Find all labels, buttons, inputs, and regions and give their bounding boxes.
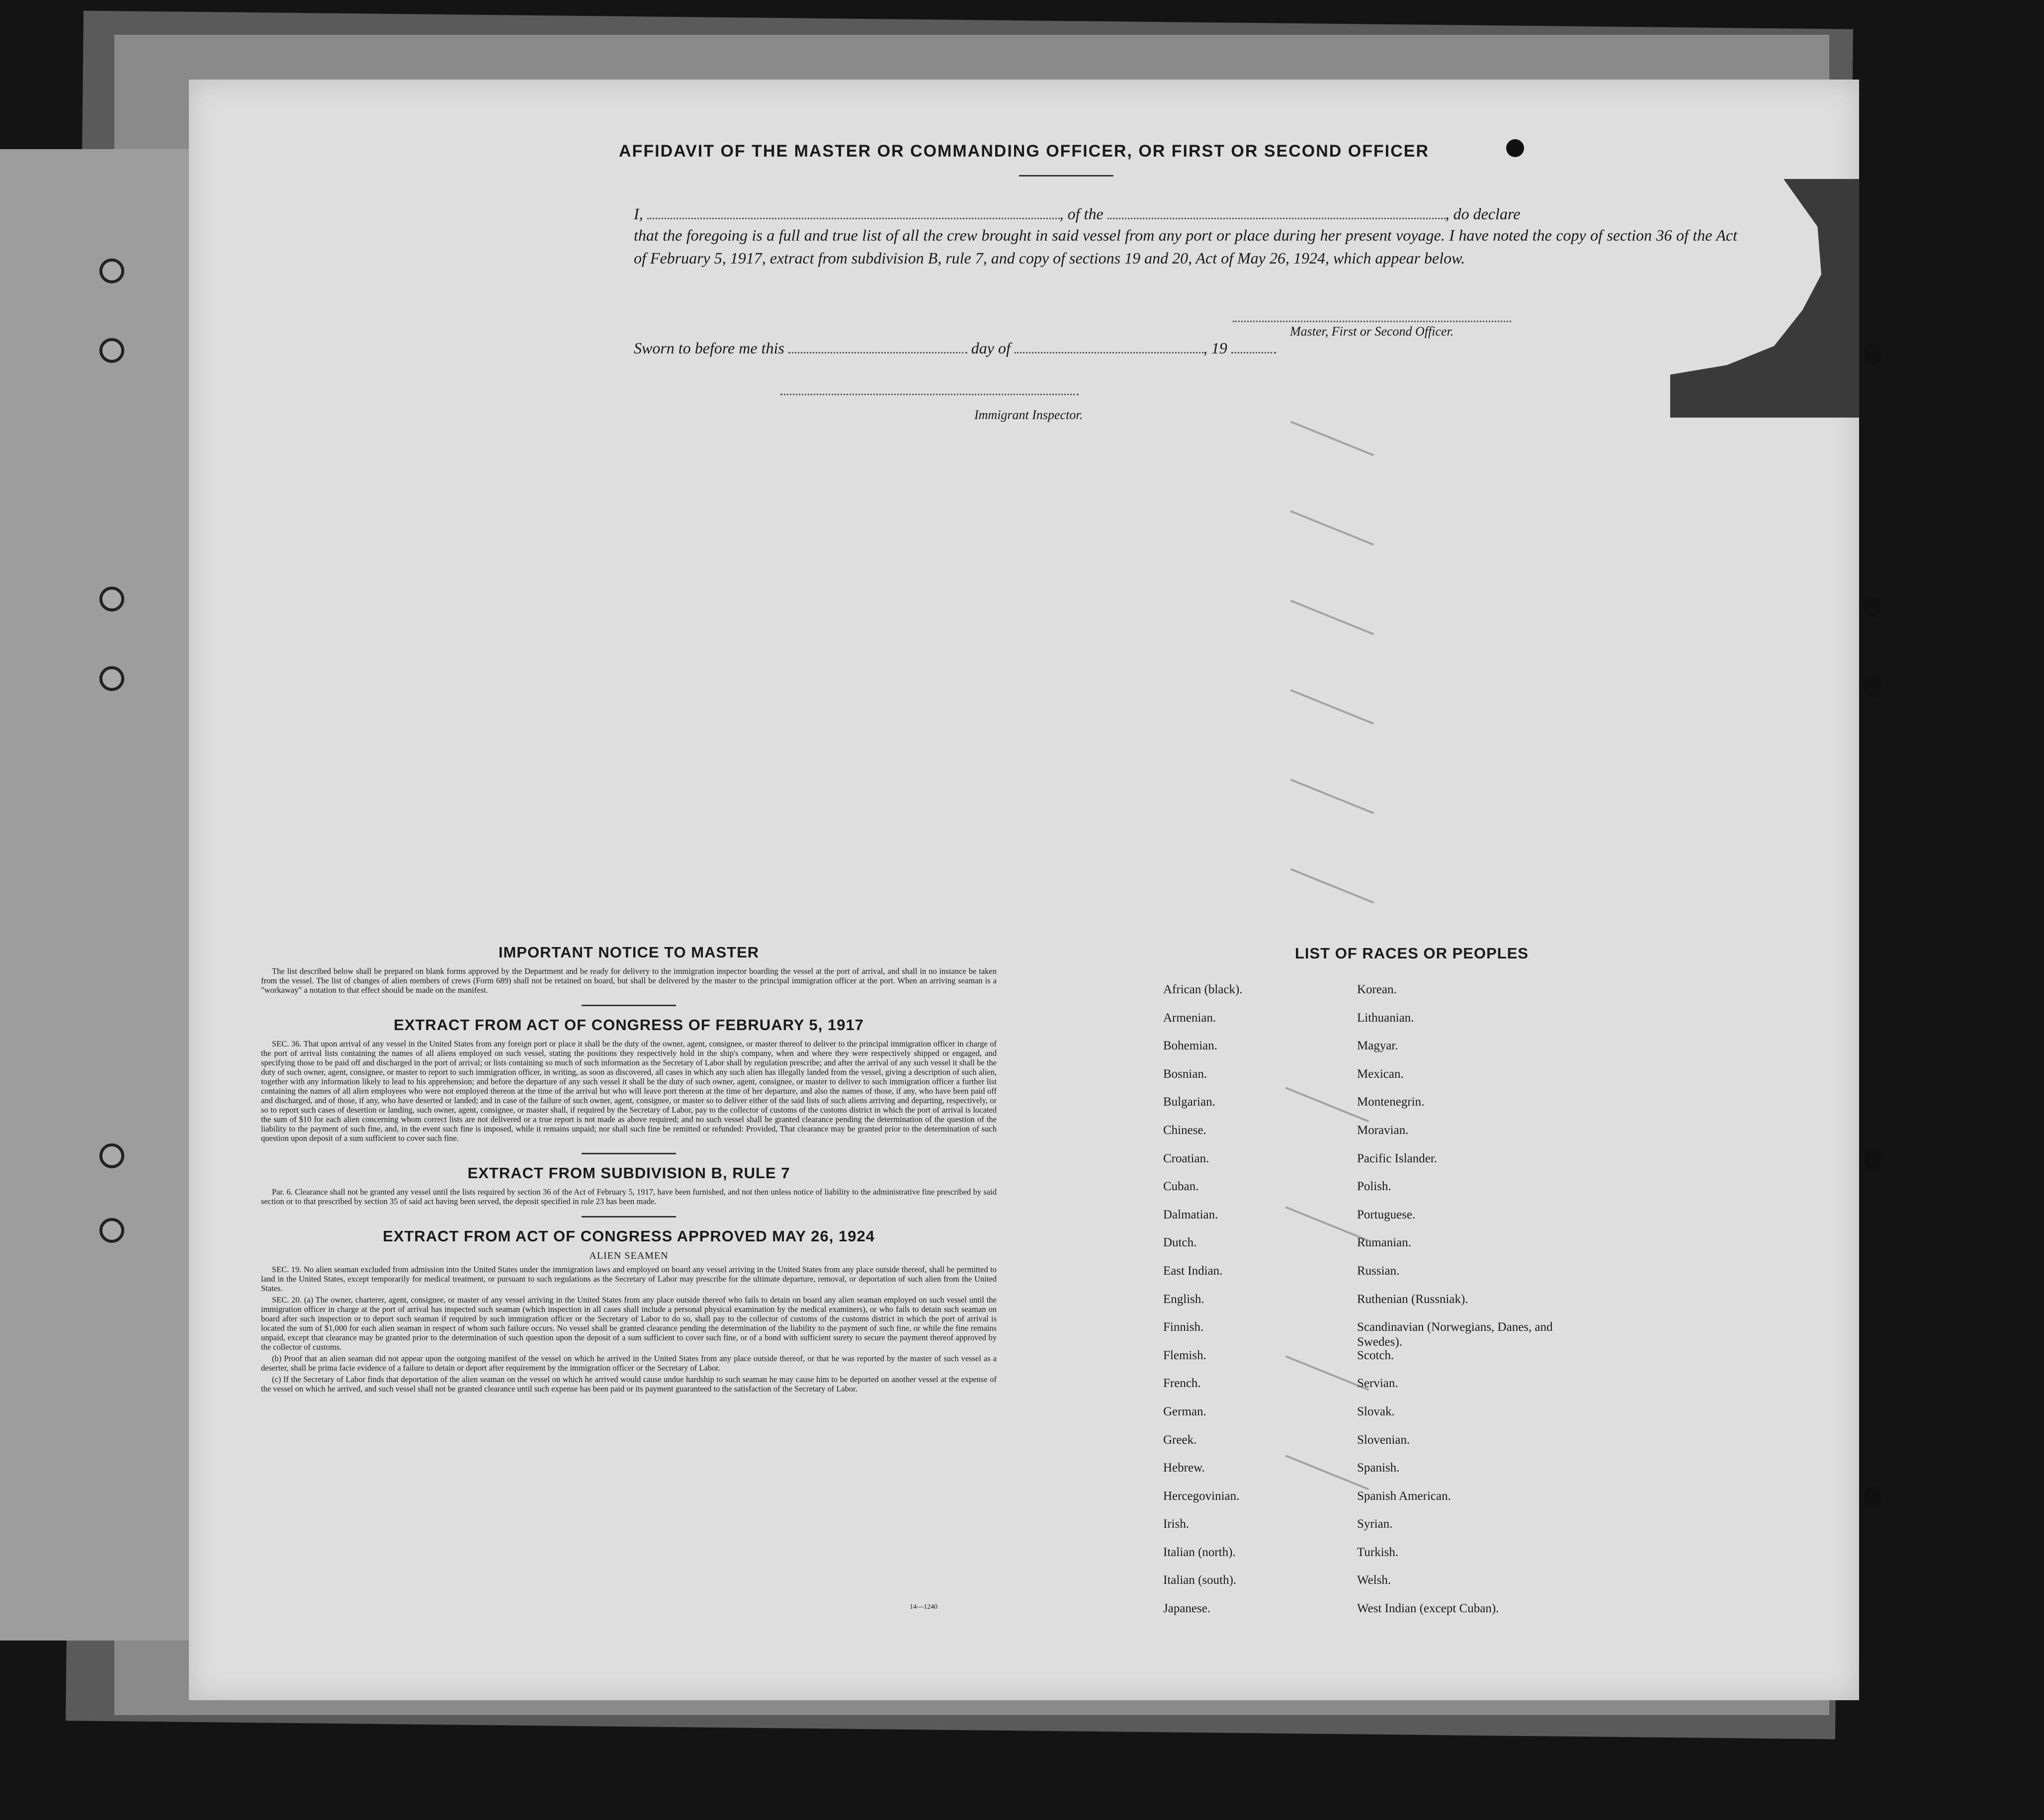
notice-text: The list described below shall be prepared on blank forms approved by the Department and be ready for delivery to the immigration inspector boarding the vessel at the port of arrival, and shall in no instance be taken from the vessel. The list of changes of alien members of crews (Form 689) shall not be retained on board, but shall be delivered by the master to the principal immigration officer at the port. When an arriving seaman is a "workaway" a notation to that effect should be made on the manifest.: [261, 966, 997, 995]
race-item: Japanese.: [1163, 1602, 1211, 1616]
race-item: German.: [1163, 1404, 1206, 1418]
inspector-caption: Immigrant Inspector.: [974, 408, 1083, 422]
race-item: Pacific Islander.: [1357, 1151, 1438, 1165]
bleed-through-mark: [1290, 779, 1374, 814]
race-item: Montenegrin.: [1357, 1095, 1425, 1109]
race-item: West Indian (except Cuban).: [1357, 1602, 1499, 1616]
master-caption: Master, First or Second Officer.: [1290, 324, 1454, 339]
race-item: Hebrew.: [1163, 1461, 1205, 1475]
races-right-column: [1357, 982, 1566, 1630]
bleed-through-mark: [1290, 689, 1374, 724]
race-item: Russian.: [1357, 1264, 1400, 1278]
document-page: [189, 80, 1859, 1700]
race-item: French.: [1163, 1377, 1201, 1390]
declare-label: , do declare: [1445, 205, 1521, 223]
race-item: Servian.: [1357, 1377, 1398, 1390]
race-item: Greek.: [1163, 1433, 1197, 1447]
extract-rule7-title: EXTRACT FROM SUBDIVISION B, RULE 7: [467, 1164, 790, 1182]
punch-hole-icon: [1864, 1486, 1881, 1508]
race-item: Chinese.: [1163, 1123, 1206, 1137]
races-left-column: [1163, 982, 1357, 1630]
binder-hole-icon: [99, 259, 124, 283]
race-item: Armenian.: [1163, 1011, 1216, 1025]
alien-seamen-subtitle: ALIEN SEAMEN: [589, 1250, 669, 1261]
affidavit-declaration-line: [634, 203, 1737, 225]
notice-title: IMPORTANT NOTICE TO MASTER: [498, 944, 760, 961]
sec20a-text: SEC. 20. (a) The owner, charterer, agent, consignee, or master of any vessel arriving in the United States from any place outside thereof who fails to detain on board any alien seaman employed on such vessel until the immigration officer in charge at the port of arrival has inspected such seaman (which inspection in all cases shall include a personal physical examination by the medical examiners), or who fails to detain such seaman on board after such inspection or to deport such seaman if required by such immigration officer or the Secretary of Labor to do so, shall pay to the collector of customs of the customs district in which the port of arrival is located the sum of $1,000 for each alien seaman in respect of whom such failure occurs. No vessel shall be granted clearance pending the determination of the liability to the payment of such fine, or while the fine remains unpaid, except that clearance may be granted prior to the determination of such question upon the deposit of a sum sufficient to cover such fine, or of a bond with sufficient surety to secure the payment thereof approved by the collector of customs.: [261, 1295, 997, 1352]
bleed-through-mark: [1290, 868, 1374, 903]
sec19-text: SEC. 19. No alien seaman excluded from admission into the United States under the immigration laws and employed on board any vessel arriving in the United States from any place outside thereof, shall be permitted to land in the United States, except temporarily for medical treatment, or pursuant to such regulations as the Secretary of Labor may prescribe for the ultimate departure, removal, or deportation of such alien from the United States.: [261, 1265, 997, 1293]
race-item: Scotch.: [1357, 1348, 1394, 1362]
race-item: Finnish.: [1163, 1320, 1204, 1334]
race-item: Portuguese.: [1357, 1208, 1416, 1221]
inspector-signature-line[interactable]: [780, 394, 1079, 395]
race-item: Italian (north).: [1163, 1545, 1236, 1559]
extract-1917-title: EXTRACT FROM ACT OF CONGRESS OF FEBRUARY 5, 1917: [394, 1016, 864, 1034]
race-item: Spanish.: [1357, 1461, 1400, 1475]
affidavit-body: that the foregoing is a full and true list of all the crew brought in said vessel from any port or place during her present voyage. I have noted the copy of section 36 of the Act of February 5, 1917, extract from subdivision B, rule 7, and copy of sections 19 and 20, Act of May 26, 1924, which appear below.: [634, 226, 1737, 267]
binder-hole-icon: [99, 666, 124, 691]
i-label: I,: [634, 205, 643, 223]
section-rule: [582, 1153, 676, 1154]
race-item: Flemish.: [1163, 1348, 1206, 1362]
race-item: Dutch.: [1163, 1236, 1197, 1250]
sworn-year-blank[interactable]: [1231, 340, 1276, 353]
year-label: , 19: [1203, 339, 1227, 357]
bleed-through-mark: [1290, 600, 1374, 635]
officer-name-blank[interactable]: [647, 206, 1060, 219]
binder-hole-icon: [99, 1143, 124, 1168]
day-of-label: day of: [971, 339, 1011, 357]
bleed-through-mark: [1290, 510, 1374, 545]
affidavit-title-rule: [1019, 175, 1113, 176]
race-item: Slovenian.: [1357, 1433, 1410, 1447]
vessel-name-blank[interactable]: [1107, 206, 1446, 219]
race-item: Spanish American.: [1357, 1489, 1451, 1503]
notice-section: [261, 944, 997, 1395]
race-item: Bulgarian.: [1163, 1095, 1215, 1109]
master-signature-line[interactable]: [1233, 321, 1511, 322]
race-item: Korean.: [1357, 983, 1397, 996]
race-item: East Indian.: [1163, 1264, 1223, 1278]
race-item: English.: [1163, 1292, 1204, 1306]
of-the-label: , of the: [1059, 205, 1104, 223]
extract-rule7-text: Par. 6. Clearance shall not be granted any vessel until the lists required by section 36 of the Act of February 5, 1917, have been furnished, and not then unless notice of liability to the administrative fine prescribed by said section or to that prescribed by section 35 of said act having been served, the deposit specified in rule 23 has been made.: [261, 1187, 997, 1206]
race-item: Bosnian.: [1163, 1067, 1207, 1081]
punch-hole-icon: [1864, 343, 1881, 365]
race-item: Syrian.: [1357, 1517, 1393, 1531]
race-item: Turkish.: [1357, 1545, 1399, 1559]
sworn-day-blank[interactable]: [788, 340, 967, 353]
binder-hole-icon: [99, 338, 124, 363]
race-item: Irish.: [1163, 1517, 1190, 1531]
race-item: Lithuanian.: [1357, 1011, 1414, 1025]
section-rule: [582, 1216, 676, 1217]
sec20c-text: (c) If the Secretary of Labor finds that deportation of the alien seaman on the vessel on which he arrived would cause undue hardship to such seaman he may cause him to be deported on another vessel at the expense of the vessel on which he arrived, and such vessel shall not be granted clearance until such expense has been paid or its payment guaranteed to the satisfaction of the Secretary of Labor.: [261, 1375, 997, 1393]
section-rule: [582, 1005, 676, 1006]
race-item: Dalmatian.: [1163, 1208, 1218, 1221]
binder-hole-icon: [99, 1218, 124, 1243]
punch-hole-icon: [1864, 597, 1881, 618]
race-item: Ruthenian (Russniak).: [1357, 1292, 1468, 1306]
punch-hole-icon: [1864, 1148, 1881, 1170]
race-item: African (black).: [1163, 983, 1243, 996]
binder-hole-icon: [99, 587, 124, 611]
race-item: Hercegovinian.: [1163, 1489, 1240, 1503]
races-title: LIST OF RACES OR PEOPLES: [1294, 945, 1529, 962]
underlying-page-strip: [0, 149, 189, 1641]
race-item: Magyar.: [1357, 1039, 1398, 1053]
sworn-line: [634, 339, 1379, 357]
extract-1917-text: SEC. 36. That upon arrival of any vessel in the United States from any foreign port or place it shall be the duty of the owner, agent, consignee, or master thereof to deliver to the principal immigration officer in charge of the port of arrival lists containing the names of all aliens employed on such vessel, stating the positions they respectively hold in the ship's company, when and where they were respectively shipped or engaged, and specifying those to be paid off and discharged in the port of arrival; or lists containing so much of such information as the Secretary of Labor shall by regulation prescribe; and after the arrival of any such vessel it shall be the duty of such owner, agent, consignee, or master to report to such immigration officer, in writing, as soon as discovered, all cases in which any such alien has illegally landed from the vessel, giving a description of such alien, together with any information likely to lead to his apprehension; and before the departure of any such vessel it shall be the duty of such owner, agent, consignee, or master to deliver to such immigration officer a further list containing the names of all alien employees who were not employed thereon at the time of the arrival but who will leave port thereon at the time of her departure, and also the names of those, if any, who have been paid off and discharged, and of those, if any, who have deserted or landed; and in case of the failure of such owner, agent, consignee, or master so to deliver either of the said lists of such aliens arriving and departing, respectively, or so to report such cases of desertion or landing, such owner, agent, consignee, or master shall, if required by the Secretary of Labor, pay to the collector of customs of the customs district in which the port of arrival is located the sum of $10 for each alien concerning whom correct lists are not delivered or a true report is not made as above required; and no such vessel shall be granted clearance pending the determination of the question of the liability to the payment of such fine, and, in the event such fine is imposed, while it remains unpaid; nor shall such fine be remitted or refunded: Provided, That clearance may be granted prior to the determination of such question upon deposit of a sum sufficient to cover such fine.: [261, 1039, 997, 1143]
affidavit-title: AFFIDAVIT OF THE MASTER OR COMMANDING OFFICER, OR FIRST OR SECOND OFFICER: [619, 142, 1429, 161]
extract-1924-title: EXTRACT FROM ACT OF CONGRESS APPROVED MAY 26, 1924: [383, 1227, 875, 1245]
sec20b-text: (b) Proof that an alien seaman did not appear upon the outgoing manifest of the vessel on which he arrived in the United States from any place outside thereof, or that he was reported by the master of such vessel as a deserter, shall be prima facie evidence of a failure to detain or deport after requirement by the immigration officer or the Secretary of Labor.: [261, 1354, 997, 1373]
race-item: Polish.: [1357, 1180, 1391, 1194]
race-item: Welsh.: [1357, 1573, 1391, 1587]
sworn-month-blank[interactable]: [1015, 340, 1203, 353]
race-item: Croatian.: [1163, 1151, 1209, 1165]
race-item: Cuban.: [1163, 1180, 1199, 1194]
race-item: Moravian.: [1357, 1123, 1409, 1137]
races-section: [1163, 945, 1660, 1630]
race-item: Italian (south).: [1163, 1573, 1237, 1587]
punch-hole-icon: [1864, 676, 1881, 698]
race-item: Rumanian.: [1357, 1236, 1412, 1250]
race-item: Bohemian.: [1163, 1039, 1218, 1053]
race-item: Scandinavian (Norwegians, Danes, and Swedes).: [1357, 1320, 1553, 1349]
form-number: 14—1240: [910, 1603, 937, 1611]
race-item: Slovak.: [1357, 1404, 1395, 1418]
bleed-through-mark: [1290, 421, 1374, 456]
race-item: Mexican.: [1357, 1067, 1404, 1081]
sworn-label: Sworn to before me this: [634, 339, 784, 357]
